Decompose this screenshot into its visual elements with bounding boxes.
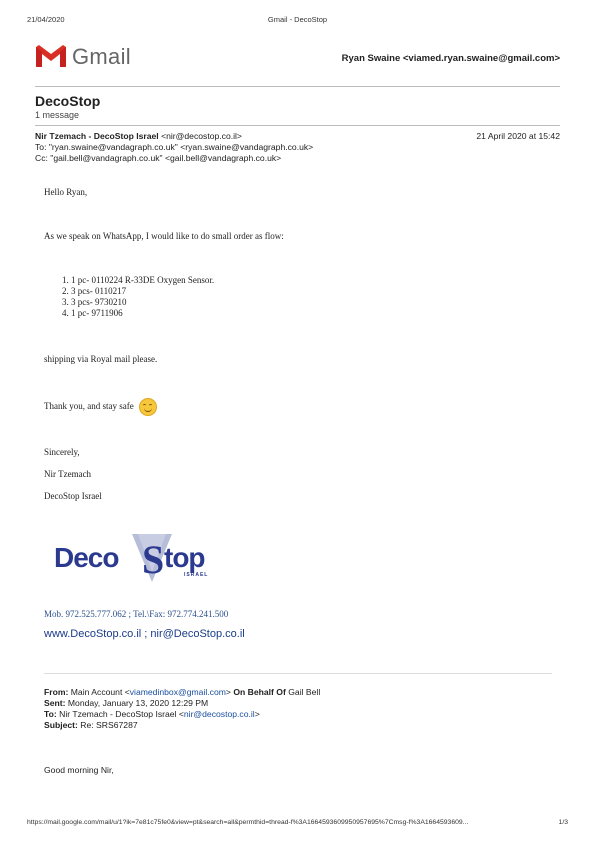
logo-sub: ISRAEL (184, 572, 209, 578)
smiley-emoji-icon (139, 398, 157, 416)
fwd-to (44, 709, 260, 720)
message-from[interactable] (35, 131, 242, 142)
divider (44, 673, 552, 674)
separator-text: ; (141, 628, 151, 640)
fwd-from (44, 687, 320, 698)
fwd-subject-label: Subject: (44, 720, 78, 730)
body-thanks-line (44, 398, 157, 416)
list-item: 2. 3 pcs- 0110217 (62, 286, 127, 296)
body-company: DecoStop Israel (44, 491, 102, 501)
fwd-from-name: Main Account < (70, 687, 130, 697)
fwd-sent-label: Sent: (44, 698, 66, 708)
fwd-to-label: To: (44, 709, 57, 719)
thread-subject: DecoStop (35, 93, 101, 109)
body-greeting: Hello Ryan, (44, 187, 88, 197)
fwd-subject (44, 720, 138, 731)
divider (35, 125, 560, 126)
print-page-title: Gmail - DecoStop (267, 15, 328, 24)
body-sincerely: Sincerely, (44, 447, 80, 457)
body-intro: As we speak on WhatsApp, I would like to do small order as flow: (44, 231, 284, 241)
fwd-to-close: > (254, 709, 260, 719)
fwd-sent (44, 698, 208, 709)
fwd-from-label: From: (44, 687, 69, 697)
fwd-greeting: Good morning Nir, (44, 765, 114, 775)
print-page-number: 1/3 (558, 819, 568, 826)
decostop-logo (44, 532, 220, 584)
fwd-behalf-name: Gail Bell (288, 687, 321, 697)
body-name: Nir Tzemach (44, 469, 92, 479)
message-date: 21 April 2020 at 15:42 (476, 131, 560, 141)
print-footer-url: https://mail.google.com/mail/u/1?ik=7e81c75fe0&view=pt&search=all&permthid=thread-f%3A1664593609950957695%7Cmsg-f%3A1664593609... (27, 819, 469, 826)
website-link[interactable]: www.DecoStop.co.il (44, 628, 142, 640)
fwd-to-name: Nir Tzemach - DecoStop Israel < (59, 709, 184, 719)
fwd-behalf-label: On Behalf Of (233, 687, 286, 697)
signature-phones: Mob. 972.525.777.062 ; Tel.\Fax: 972.774.241.500 (44, 609, 229, 619)
logo-text-left: Deco (54, 542, 119, 573)
fwd-from-email-link[interactable]: viamedinbox@gmail.com (129, 687, 226, 697)
fwd-from-close: > (225, 687, 231, 697)
order-list (44, 275, 214, 319)
fwd-sent-value: Monday, January 13, 2020 12:29 PM (67, 698, 209, 708)
from-name: Nir Tzemach - DecoStop Israel (35, 131, 159, 141)
message-to: To: "ryan.swaine@vandagraph.co.uk" <ryan.swaine@vandagraph.co.uk> (35, 142, 314, 152)
fwd-subject-value: Re: SRS67287 (80, 720, 138, 730)
logo-text-right: top (164, 542, 205, 573)
list-item: 4. 1 pc- 9711906 (62, 308, 123, 318)
fwd-to-email-link[interactable]: nir@decostop.co.il (183, 709, 255, 719)
body-shipping: shipping via Royal mail please. (44, 354, 158, 364)
message-count: 1 message (35, 110, 80, 120)
divider (35, 86, 560, 87)
email-link[interactable]: nir@DecoStop.co.il (150, 628, 245, 640)
logo-s-glyph: S (142, 537, 165, 582)
gmail-logo[interactable] (35, 44, 67, 73)
from-email: <nir@decostop.co.il> (161, 131, 242, 141)
list-item: 1. 1 pc- 0110224 R-33DE Oxygen Sensor. (62, 275, 215, 285)
account-label: Ryan Swaine <viamed.ryan.swaine@gmail.com> (341, 53, 560, 64)
gmail-wordmark: Gmail (72, 44, 131, 69)
gmail-envelope-icon (35, 44, 67, 68)
signature-links (44, 628, 245, 640)
list-item: 3. 3 pcs- 9730210 (62, 297, 127, 307)
message-cc: Cc: "gail.bell@vandagraph.co.uk" <gail.bell@vandagraph.co.uk> (35, 153, 282, 163)
body-thanks: Thank you, and stay safe (44, 401, 134, 412)
print-date: 21/04/2020 (27, 15, 65, 24)
